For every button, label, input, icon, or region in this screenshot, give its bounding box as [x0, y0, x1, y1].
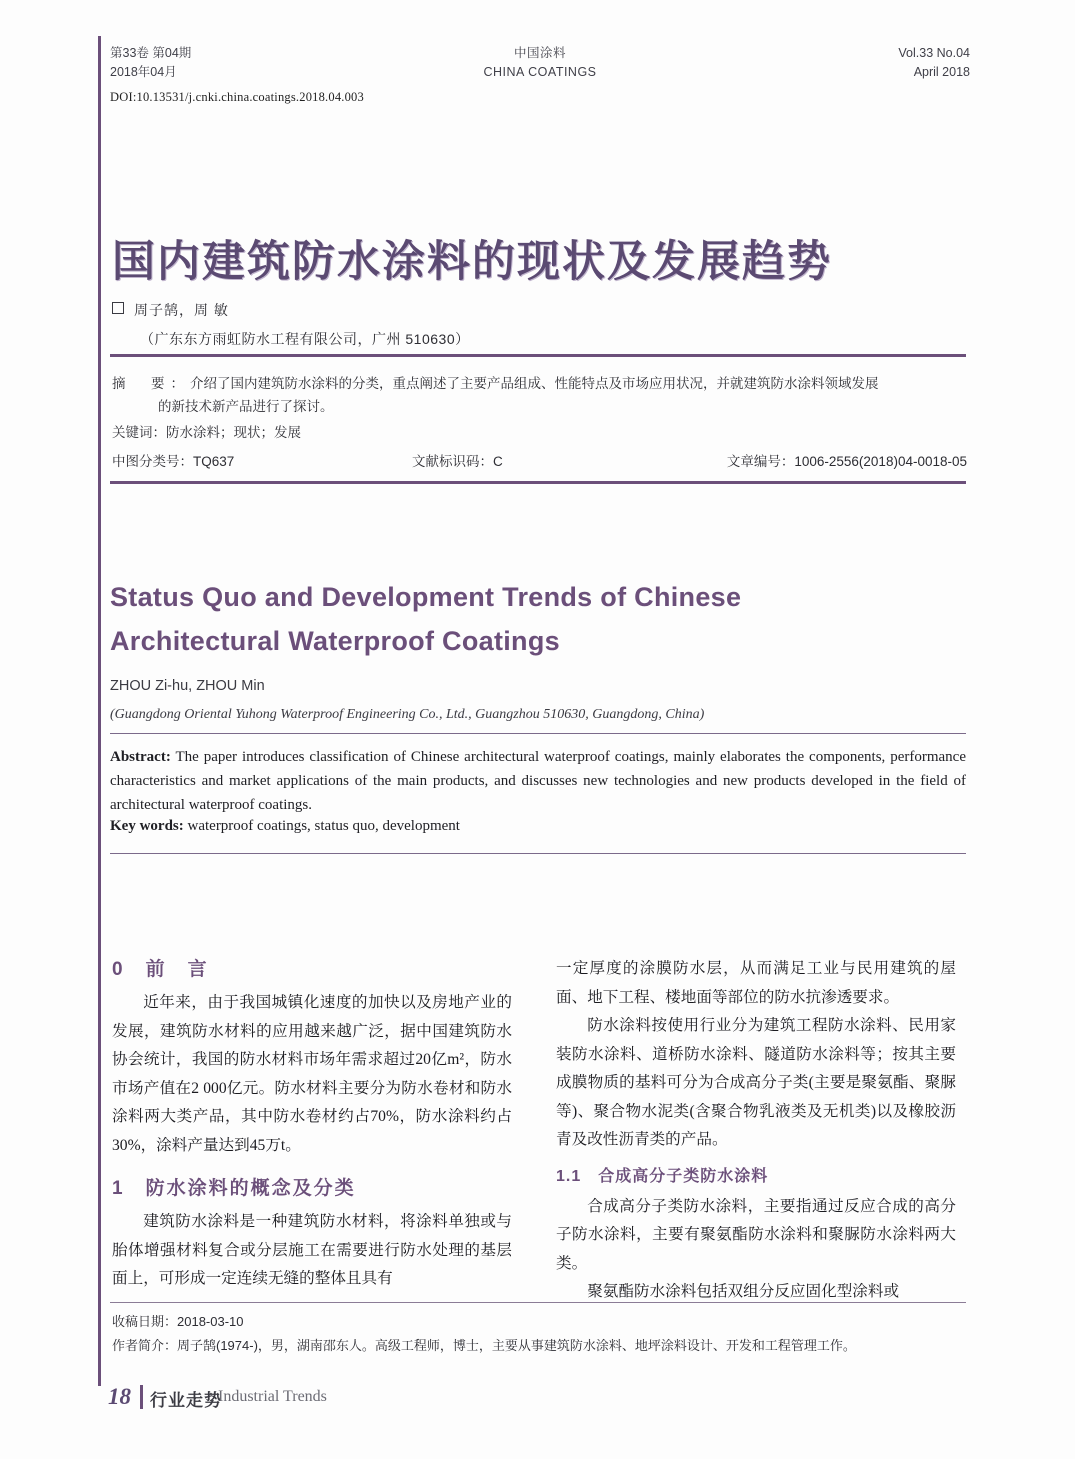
title-en-line2: Architectural Waterproof Coatings — [110, 626, 560, 656]
author-bio: 作者简介：周子鹄(1974-)，男，湖南邵东人。高级工程师，博士，主要从事建筑防水涂料、地坪涂料设计、开发和工程管理工作。 — [112, 1338, 856, 1353]
classification-codes — [112, 450, 967, 470]
paragraph-s1-1: 建筑防水涂料是一种建筑防水材料，将涂料单独或与胎体增强材料复合或分层施工在需要进行防水处理的基层面上，可形成一定连续无缝的整体且具有 — [112, 1213, 512, 1287]
article-id: 文章编号：1006-2556(2018)04-0018-05 — [726, 454, 967, 469]
header-right — [898, 44, 970, 82]
paragraph-s11-1: 合成高分子类防水涂料，主要指通过反应合成的高分子防水涂料，主要有聚氨酯防水涂料和聚脲防水涂料两大类。 — [556, 1197, 956, 1272]
divider-top — [110, 354, 966, 357]
abstract-en-label: Abstract: — [110, 749, 171, 765]
journal-title-en: CHINA COATINGS — [483, 65, 597, 79]
heading-section-1: 1 防水涂料的概念及分类 — [112, 1178, 356, 1199]
page-title-cn: 国内建筑防水涂料的现状及发展趋势 — [112, 238, 832, 286]
document-code: 文献标识码：C — [412, 454, 503, 469]
paragraph-s11-2: 聚氨酯防水涂料包括双组分反应固化型涂料或 — [587, 1283, 900, 1300]
divider-above-abstract-en — [110, 733, 966, 734]
abstract-cn-label: 摘 要： — [112, 376, 190, 391]
keywords-en-label: Key words: — [110, 818, 184, 834]
page-title-en — [110, 575, 900, 663]
divider-below-keywords-en — [110, 853, 966, 854]
header-center — [110, 44, 970, 82]
journal-title-cn: 中国涂料 — [513, 46, 566, 60]
page-header — [110, 44, 970, 88]
abstract-cn — [112, 372, 967, 418]
header-volume-issue: 第33卷 第04期 — [110, 46, 192, 60]
body-column-right — [556, 955, 956, 1307]
footer-section-cn: 行业走势 — [150, 1391, 222, 1410]
body-column-left — [112, 955, 512, 1294]
abstract-cn-line1: 介绍了国内建筑防水涂料的分类，重点阐述了主要产品组成、性能特点及市场应用状况，并就建筑防水涂料领域发展 — [190, 376, 879, 391]
title-en-line1: Status Quo and Development Trends of Chinese — [110, 582, 742, 612]
divider-under-codes — [110, 481, 966, 484]
footer-notes — [112, 1310, 972, 1358]
abstract-en-text: The paper introduces classification of Chinese architectural waterproof coatings, mainly elaborates the components, performance characteristics and market applications of the main products, and discusses new technologies and new products developed in the field of architectural waterproof coatings. — [110, 749, 966, 813]
header-date-en: April 2018 — [913, 65, 970, 79]
footer-divider — [110, 1302, 966, 1303]
left-vertical-rule — [98, 36, 101, 1386]
abstract-en — [110, 745, 966, 817]
authors-cn-text: 周子鹄，周 敏 — [134, 302, 229, 318]
received-date: 收稿日期：2018-03-10 — [112, 1314, 244, 1329]
authors-cn — [112, 300, 229, 320]
clc-code: 中图分类号：TQ637 — [112, 454, 235, 469]
paragraph-r-continued: 一定厚度的涂膜防水层，从而满足工业与民用建筑的屋面、地下工程、楼地面等部位的防水抗渗透要求。 — [556, 960, 956, 1006]
keywords-cn: 关键词：防水涂料；现状；发展 — [112, 425, 301, 440]
abstract-cn-line2: 的新技术新产品进行了探讨。 — [158, 399, 334, 414]
bullet-square-icon — [112, 302, 124, 314]
affiliation-en: (Guangdong Oriental Yuhong Waterproof Engineering Co., Ltd., Guangzhou 510630, Guangdong, China) — [110, 707, 705, 722]
header-vol-no-en: Vol.33 No.04 — [898, 46, 970, 60]
footer-section-en: Industrial Trends — [218, 1388, 327, 1405]
authors-en: ZHOU Zi-hu, ZHOU Min — [110, 678, 265, 694]
doi-text: DOI:10.13531/j.cnki.china.coatings.2018.04.003 — [110, 90, 364, 104]
footer-separator — [140, 1385, 143, 1409]
header-date-cn: 2018年04月 — [110, 65, 177, 79]
paragraph-intro-1: 近年来，由于我国城镇化速度的加快以及房地产业的发展，建筑防水材料的应用越来越广泛，据中国建筑防水协会统计，我国的防水材料市场年需求超过20亿m²，防水市场产值在2 000亿元。防水材料主要分为防水卷材和防水涂料两大类产品，其中防水卷材约占70%，防水涂料约占30%，涂料产量达到45万t。 — [112, 994, 512, 1154]
heading-section-0: 0 前 言 — [112, 959, 209, 980]
keywords-en — [110, 818, 966, 835]
affiliation-cn: （广东东方雨虹防水工程有限公司，广州 510630） — [140, 331, 470, 347]
paragraph-r-2: 防水涂料按使用行业分为建筑工程防水涂料、民用家装防水涂料、道桥防水涂料、隧道防水涂料等；按其主要成膜物质的基料可分为合成高分子类(主要是聚氨酯、聚脲等)、聚合物水泥类(含聚合物乳液类及无机类)以及橡胶沥青及改性沥青类的产品。 — [556, 1017, 956, 1148]
keywords-en-text: waterproof coatings, status quo, development — [183, 818, 460, 834]
heading-section-1-1: 1.1 合成高分子类防水涂料 — [556, 1167, 769, 1185]
page-number: 18 — [108, 1384, 131, 1409]
